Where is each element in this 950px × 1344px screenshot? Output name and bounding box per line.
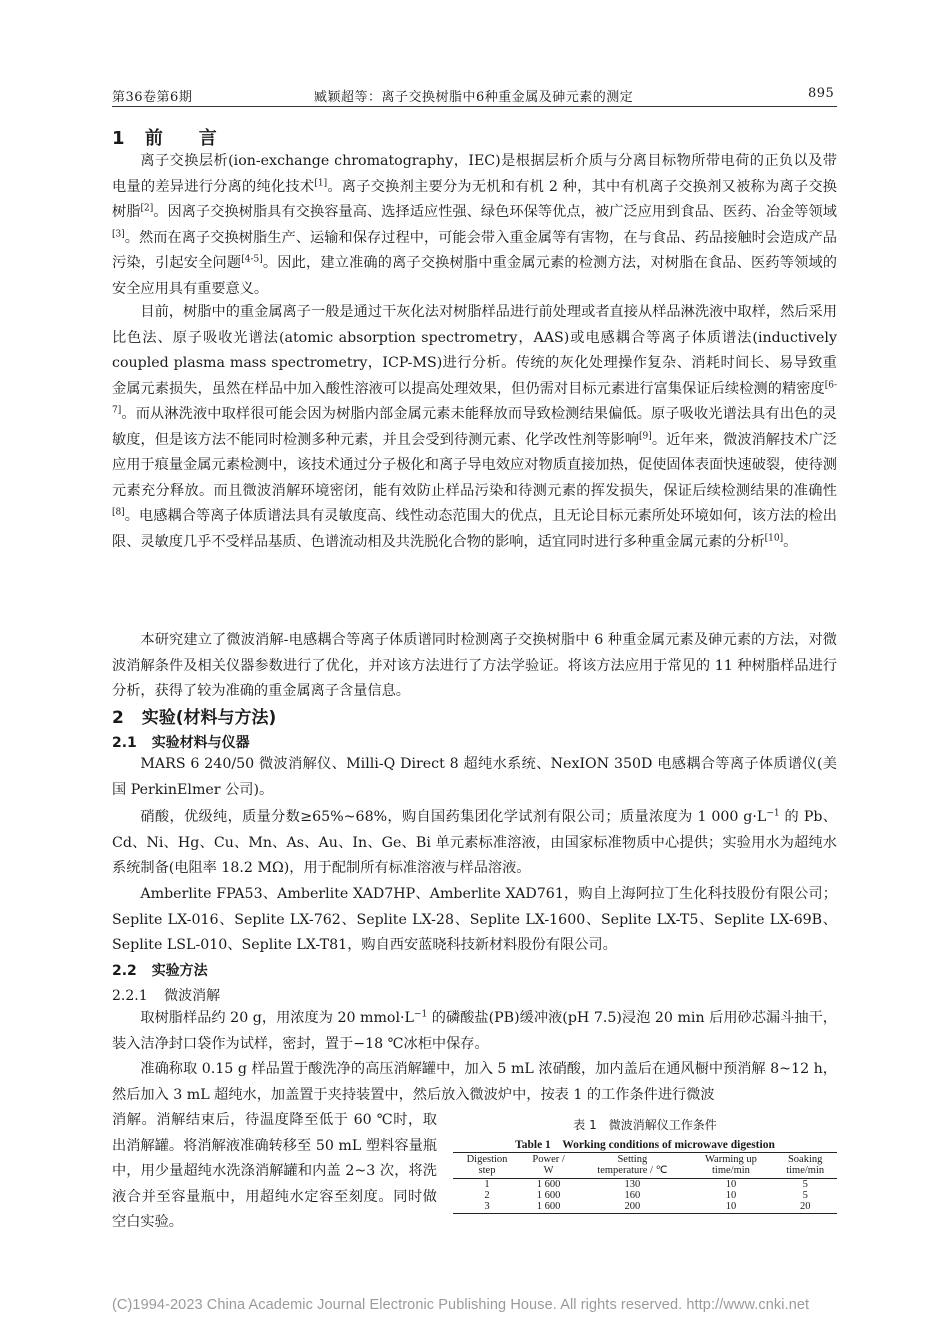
- section-2-2-1-heading: [112, 985, 220, 1005]
- running-title: 臧颖超等：离子交换树脂中6种重金属及砷元素的测定: [314, 90, 634, 105]
- section-2-1-number: 2.1: [112, 735, 137, 751]
- section-2-title: 实验(材料与方法): [141, 708, 277, 728]
- section-1-number: 1: [112, 128, 125, 149]
- table-cell: 10: [725, 1190, 737, 1201]
- digestion-paragraph-1: 取树脂样品约 20 g，用浓度为 20 $mmol\cdot L^{-1}$ 的磷酸盐(PB)缓冲液(pH 7.5)浸泡 20 min 后用砂芯漏斗抽干，装入洁净封口袋作为试样，密封，置于−18 ℃冰柜中保存。: [112, 1009, 837, 1052]
- citation: [10]: [764, 532, 784, 543]
- section-2-2-1-title: 微波消解: [164, 988, 221, 1004]
- section-2-1-title: 实验材料与仪器: [151, 735, 250, 751]
- table-cell: 5: [802, 1190, 808, 1201]
- section-2-2-heading: [112, 960, 208, 980]
- journal-volume: 第36卷第6期: [112, 90, 193, 105]
- materials-paragraph-1: MARS 6 240/50 微波消解仪、Milli-Q Direct 8 超纯水系统、NexION 350D 电感耦合等离子体质谱仪(美国 PerkinElmer 公司)。: [112, 756, 837, 798]
- section-2-heading: [112, 703, 276, 728]
- section-2-2-number: 2.2: [112, 963, 137, 979]
- page-number: 895: [808, 86, 835, 101]
- intro-paragraph-3: 本研究建立了微波消解-电感耦合等离子体质谱同时检测离子交换树脂中 6 种重金属元素及砷元素的方法，对微波消解条件及相关仪器参数进行了优化，并对该方法进行了方法学验证。将该方法应用于常见的 11 种树脂样品进行分析，获得了较为准确的重金属离子含量信息。: [112, 632, 837, 699]
- table-row: [453, 1179, 837, 1191]
- unit-exponent: −1: [766, 808, 780, 819]
- section-2-1-heading: [112, 732, 250, 752]
- section-2-2-1-number: 2.2.1: [112, 988, 148, 1004]
- copyright-footer: (C)1994-2023 China Academic Journal Electronic Publishing House. All rights reserved. http://www.cnki.net: [112, 1297, 810, 1313]
- digestion-paragraph-2-continued: 消解。消解结束后，待温度降至低于 60 ℃时，取出消解罐。将消解液准确转移至 50 mL 塑料容量瓶中，用少量超纯水洗涤消解罐和内盖 2~3 次，将洗液合并至容量瓶中，用超纯水定容至刻度。同时做空白实验。: [112, 1112, 437, 1230]
- citation: [6-7]: [112, 379, 837, 416]
- table-cell: 5: [802, 1179, 808, 1190]
- table-row: [453, 1201, 837, 1214]
- materials-paragraph-2: 硝酸，优级纯，质量分数≥65%~68%，购自国药集团化学试剂有限公司；质量浓度为 1 000 $g\cdot L^{-1}$ 的 Pb、Cd、Ni、Hg、Cu、Mn、As、Au、In、Ge、Bi 单元素标准溶液，由国家标准物质中心提供；实验用水为超纯水系统制备(电阻率 18.2 MΩ)，用于配制所有标准溶液与样品溶液。: [112, 808, 837, 876]
- table-cell: 1 600: [536, 1179, 561, 1190]
- table-cell: 1 600: [521, 1201, 576, 1214]
- digestion-paragraph-2: 准确称取 0.15 g 样品置于酸洗净的高压消解罐中，加入 5 mL 浓硝酸，加内盖后在通风橱中预消解 8~12 h，然后加入 3 mL 超纯水，加盖置于夹持装置中，然后放入微波炉中，按表 1 的工作条件进行微波: [112, 1061, 837, 1103]
- column-header: Digestion step: [453, 1153, 521, 1179]
- table-1: [453, 1152, 837, 1214]
- table-cell: 2: [484, 1190, 490, 1201]
- table-cell: 10: [689, 1201, 774, 1214]
- citation: [9]: [639, 430, 652, 441]
- intro-paragraph-2: 目前，树脂中的重金属离子一般是通过干灰化法对树脂样品进行前处理或者直接从样品淋洗液中取样，然后采用比色法、原子吸收光谱法(atomic absorption spectrometry，AAS)或电感耦合等离子体质谱法(inductively coupled plasma mass spectrometry，ICP-MS)进行分析。传统的灰化处理操作复杂、消耗时间长、易导致重金属元素损失，虽然在样品中加入酸性溶液可以提高处理效果，但仍需对目标元素进行富集保证后续检测的精密度[6-7]。而从淋洗液中取样很可能会因为树脂内部金属元素未能释放而导致检测结果偏低。原子吸收光谱法具有出色的灵敏度，但是该方法不能同时检测多种元素，并且会受到待测元素、化学改性剂等影响[9]。近年来，微波消解技术广泛应用于痕量金属元素检测中，该技术通过分子极化和离子导电效应对物质直接加热，促使固体表面快速破裂，使待测元素充分释放。而且微波消解环境密闭，能有效防止样品污染和待测元素的挥发损失，保证后续检测结果的准确性[8]。电感耦合等离子体质谱法具有灵敏度高、线性动态范围大的优点，且无论目标元素所处环境如何，该方法的检出限、灵敏度几乎不受样品基质、色谱流动相及共洗脱化合物的影响，适宜同时进行多种重金属元素的分析[10]。: [112, 304, 837, 550]
- table-cell: 1: [484, 1179, 490, 1190]
- section-1-heading: [112, 124, 217, 150]
- citation: [3]: [112, 228, 125, 239]
- table-cell: 160: [624, 1190, 641, 1201]
- column-header: Soaking time/min: [773, 1153, 837, 1179]
- intro-paragraph-1: 离子交换层析(ion-exchange chromatography，IEC)是根据层析介质与分离目标物所带电荷的正负以及带电量的差异进行分离的纯化技术[1]。离子交换剂主要分为无机和有机 2 种，其中有机离子交换剂又被称为离子交换树脂[2]。因离子交换树脂具有交换容量高、选择适应性强、绿色环保等优点，被广泛应用到食品、医药、冶金等领域[3]。然而在离子交换树脂生产、运输和保存过程中，可能会带入重金属等有害物，在与食品、药品接触时会造成产品污染，引起安全问题[4-5]。因此，建立准确的离子交换树脂中重金属元素的检测方法，对树脂在食品、医药等领域的安全应用具有重要意义。: [112, 153, 837, 297]
- citation: [4-5]: [241, 254, 263, 265]
- unit-exponent: −1: [413, 1009, 428, 1020]
- citation: [2]: [140, 203, 154, 214]
- table-cell: 3: [453, 1201, 521, 1214]
- column-header: Warming up time/min: [689, 1153, 774, 1179]
- section-1-title: 前 言: [144, 128, 217, 149]
- section-2-number: 2: [112, 708, 124, 728]
- table-cell: 20: [773, 1201, 837, 1214]
- table-cell: 130: [624, 1179, 641, 1190]
- table-row: [453, 1190, 837, 1201]
- column-header: Setting temperature / ℃: [576, 1153, 688, 1179]
- table-cell: 200: [576, 1201, 688, 1214]
- table-1-caption-en: Table 1 Working conditions of microwave digestion: [515, 1139, 775, 1151]
- table-header-row: [453, 1153, 837, 1179]
- table-1-caption-cn: 表 1 微波消解仪工作条件: [573, 1118, 717, 1132]
- materials-paragraph-3: Amberlite FPA53、Amberlite XAD7HP、Amberlite XAD761，购自上海阿拉丁生化科技股份有限公司；Seplite LX-016、Seplite LX-762、Seplite LX-28、Seplite LX-1600、Seplite LX-T5、Seplite LX-69B、Seplite LSL-010、Seplite LX-T81，购自西安蓝晓科技新材料股份有限公司。: [112, 886, 837, 953]
- table-cell: 10: [725, 1179, 737, 1190]
- citation: [8]: [112, 507, 125, 518]
- column-header: Power / W: [521, 1153, 576, 1179]
- section-2-2-title: 实验方法: [151, 963, 208, 979]
- citation: [1]: [314, 177, 328, 188]
- table-cell: 1 600: [536, 1190, 561, 1201]
- header-rule: [112, 106, 837, 107]
